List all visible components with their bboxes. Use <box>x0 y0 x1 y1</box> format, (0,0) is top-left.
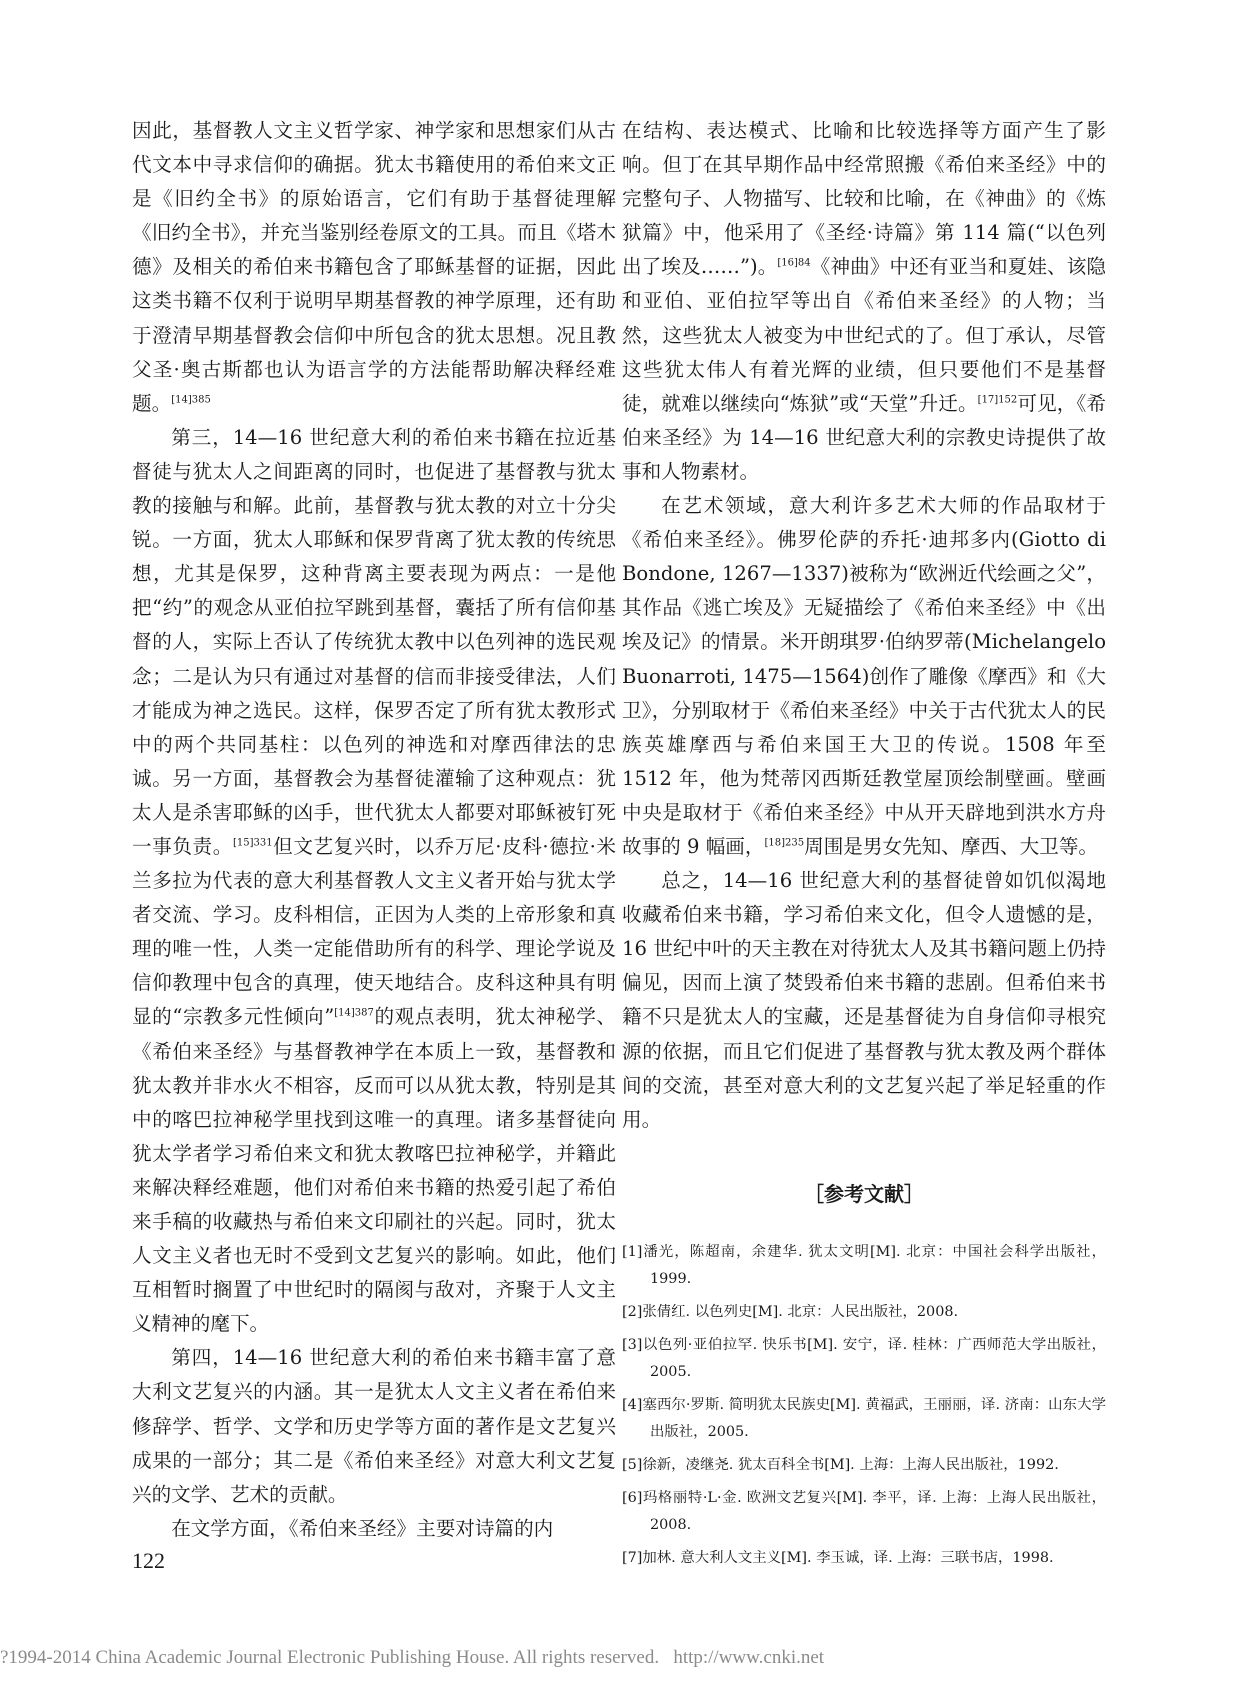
references-list <box>622 1239 1106 1572</box>
citation-superscript: [16]84 <box>777 257 811 269</box>
paragraph-text: 但文艺复兴时，以乔万尼·皮科·德拉·米兰多拉为代表的意大利基督教人文主义者开始与犹太学者交流、学习。皮科相信，正因为人类的上帝形象和真理的唯一性，人类一定能借助所有的科学、理论学说及信仰教理中包含的真理，使天地结合。皮科这种具有明显的“宗教多元性倾向” <box>132 834 617 1029</box>
paragraph <box>132 1341 616 1511</box>
references-heading: ［参考文献］ <box>804 1181 924 1206</box>
paragraph-text: 第三，14—16 世纪意大利的希伯来书籍在拉近基督徒与犹太人之间距离的同时，也促进了基督教与犹太教的接触与和解。此前，基督教与犹太教的对立十分尖锐。一方面，犹太人耶稣和保罗背离了犹太教的传统思想，尤其是保罗，这种背离主要表现为两点：一是他把“约”的观念从亚伯拉罕跳到基督，囊括了所有信仰基督的人，实际上否认了传统犹太教中以色列神的选民观念；二是认为只有通过对基督的信而非接受律法，人们才能成为神之选民。这样，保罗否定了所有犹太教形式中的两个共同基柱：以色列的神选和对摩西律法的忠诚。另一方面，基督教会为基督徒灌输了这种观点：犹太人是杀害耶稣的凶手，世代犹太人都要对耶稣被钉死一事负责。 <box>132 425 616 858</box>
reference-item: [3]以色列·亚伯拉罕. 快乐书[M]. 安宁，译. 桂林：广西师范大学出版社，2005. <box>622 1336 1106 1380</box>
citation-superscript: [17]152 <box>977 394 1018 406</box>
citation-superscript: [18]235 <box>764 837 805 849</box>
paragraph <box>622 489 1106 864</box>
paragraph-text: 《神曲》中还有亚当和夏娃、该隐和亚伯、亚伯拉罕等出自《希伯来圣经》的人物；当然，这些犹太人被变为中世纪式的了。但丁承认，尽管这些犹太伟人有着光辉的业绩，但只要他们不是基督徒，就难以继续向“炼狱”或“天堂”升迁。 <box>622 255 1106 415</box>
reference-item: [5]徐新，凌继尧. 犹太百科全书[M]. 上海：上海人民出版社，1992. <box>622 1456 1059 1473</box>
citation-superscript: [15]331 <box>232 837 273 849</box>
reference-item: [6]玛格丽特·L·金. 欧洲文艺复兴[M]. 李平，译. 上海：上海人民出版社，2008. <box>622 1489 1106 1533</box>
reference-item: [2]张倩红. 以色列史[M]. 北京：人民出版社，2008. <box>622 1303 959 1320</box>
citation-superscript: [14]385 <box>171 394 211 406</box>
paragraph <box>132 421 616 1342</box>
paragraph-text: 在文学方面，《希伯来圣经》主要对诗篇的内 <box>171 1516 554 1540</box>
paragraph <box>622 864 1106 1137</box>
paragraph-text: 总之，14—16 世纪意大利的基督徒曾如饥似渴地收藏希伯来书籍，学习希伯来文化，但令人遗憾的是，16 世纪中叶的天主教在对待犹太人及其书籍问题上仍持偏见，因而上演了焚毁希伯来书籍的悲剧。但希伯来书籍不只是犹太人的宝藏，还是基督徒为自身信仰寻根究源的依据，而且它们促进了基督教与犹太教及两个群体间的交流，甚至对意大利的文艺复兴起了举足轻重的作用。 <box>622 869 1106 1131</box>
paragraph <box>622 114 1106 489</box>
right-paragraphs <box>622 114 1106 1137</box>
page-number: 122 <box>132 1548 165 1573</box>
paragraph-text: 在艺术领域，意大利许多艺术大师的作品取材于《希伯来圣经》。佛罗伦萨的乔托·迪邦多内(Giotto di Bondone, 1267—1337)被称为“欧洲近代绘画之父”，其作品《逃亡埃及》无疑描绘了《希伯来圣经》中《出埃及记》的情景。米开朗琪罗·伯纳罗蒂(Michelangelo Buonarroti, 1475—1564)创作了雕像《摩西》和《大卫》，分别取材于《希伯来圣经》中关于古代犹太人的民族英雄摩西与希伯来国王大卫的传说。1508 年至 1512 年，他为梵蒂冈西斯廷教堂屋顶绘制壁画。壁画中央是取材于《希伯来圣经》中从开天辟地到洪水方舟故事的 9 幅画， <box>622 494 1106 858</box>
paragraph-text: 可见，《希伯来圣经》为 14—16 世纪意大利的宗教史诗提供了故事和人物素材。 <box>622 391 1106 483</box>
footer-url: http://www.cnki.net <box>673 1647 825 1668</box>
reference-item: [4]塞西尔·罗斯. 简明犹太民族史[M]. 黄福武，王丽丽，译. 济南：山东大学出版社，2005. <box>622 1396 1106 1440</box>
paragraph-text: 的观点表明，犹太神秘学、《希伯来圣经》与基督教神学在本质上一致，基督教和犹太教并非水火不相容，反而可以从犹太教，特别是其中的喀巴拉神秘学里找到这唯一的真理。诸多基督徒向犹太学者学习希伯来文和犹太教喀巴拉神秘学，并籍此来解决释经难题，他们对希伯来书籍的热爱引起了希伯来手稿的收藏热与希伯来文印刷社的兴起。同时，犹太人文主义者也无时不受到文艺复兴的影响。如此，他们互相暂时搁置了中世纪时的隔阂与敌对，齐聚于人文主义精神的麾下。 <box>132 1005 616 1336</box>
paragraph <box>132 114 616 421</box>
paragraph-text: 在结构、表达模式、比喻和比较选择等方面产生了影响。但丁在其早期作品中经常照搬《希伯来圣经》中的完整句子、人物描写、比较和比喻，在《神曲》的《炼狱篇》中，他采用了《圣经·诗篇》第 114 篇(“以色列出了埃及……”)。 <box>622 119 1106 279</box>
paragraph-text: 因此，基督教人文主义哲学家、神学家和思想家们从古代文本中寻求信仰的确据。犹太书籍使用的希伯来文正是《旧约全书》的原始语言，它们有助于基督徒理解《旧约全书》，并充当鉴别经卷原文的工具。而且《塔木德》及相关的希伯来书籍包含了耶稣基督的证据，因此这类书籍不仅利于说明早期基督教的神学原理，还有助于澄清早期基督教会信仰中所包含的犹太思想。况且教父圣·奥古斯都也认为语言学的方法能帮助解决释经难题。 <box>132 119 616 415</box>
paragraph-text: 周围是男女先知、摩西、大卫等。 <box>804 834 1099 858</box>
copyright-footer <box>0 1647 1257 1669</box>
paragraph-text: 第四，14—16 世纪意大利的希伯来书籍丰富了意大利文艺复兴的内涵。其一是犹太人文主义者在希伯来修辞学、哲学、文学和历史学等方面的著作是文艺复兴成果的一部分；其二是《希伯来圣经》对意大利文艺复兴的文学、艺术的贡献。 <box>132 1346 616 1506</box>
copyright-text: ?1994-2014 China Academic Journal Electronic Publishing House. All rights reserved. <box>0 1647 660 1668</box>
reference-item: [7]加林. 意大利人文主义[M]. 李玉诚，译. 上海：三联书店，1998. <box>622 1549 1054 1566</box>
right-text-column <box>622 114 1106 1578</box>
paragraph <box>132 1512 616 1546</box>
citation-superscript: [14]387 <box>334 1007 374 1019</box>
reference-item: [1]潘光，陈超南，余建华. 犹太文明[M]. 北京：中国社会科学出版社，1999. <box>622 1243 1106 1287</box>
left-text-column <box>132 114 616 1546</box>
